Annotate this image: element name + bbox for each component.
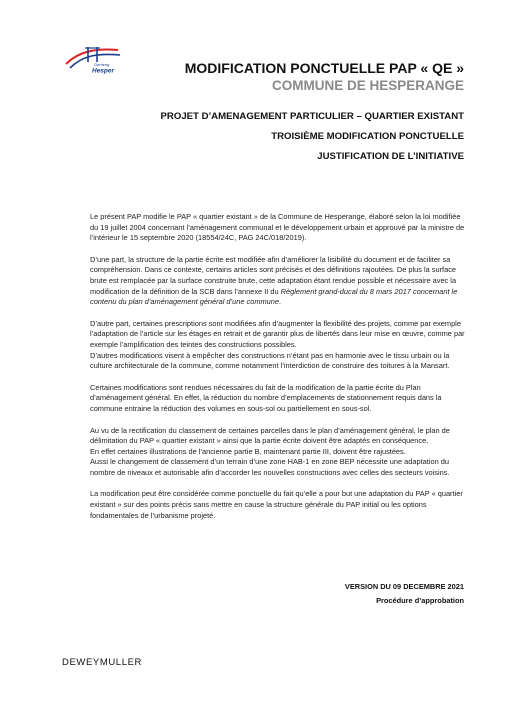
hesperange-logo bbox=[64, 44, 122, 74]
logo-text: Hesper bbox=[92, 67, 115, 74]
paragraph-rectification: Au vu de la rectification du classement de certaines parcelles dans le plan d’aménagement général, le plan de délimitation du PAP « quartier existant » ainsi que la partie écrite doivent être adaptés en conséquence. En effet certaines illustrations de l’ancienne partie B, maintenant partie III, doivent être rajustées. Aussi le changement de classement d’un terrain d’une zone HAB-1 en zone BEP nécessite une adaptation du nombre de niveaux et autorisable afin d’accorder les nouvelles constructions avec celles des secteurs voisins. bbox=[90, 425, 450, 477]
version-date: VERSION DU 09 DECEMBRE 2021 bbox=[344, 582, 464, 591]
document-title: MODIFICATION PONCTUELLE PAP « QE » bbox=[184, 60, 464, 76]
document-subtitle: COMMUNE DE HESPERANGE bbox=[271, 78, 464, 93]
body-text bbox=[90, 212, 466, 532]
logo-subtext: Gemeng bbox=[94, 62, 110, 67]
paragraph-intro: Le présent PAP modifie le PAP « quartier existant » de la Commune de Hesperange, élaboré selon la loi modifiée du 19 juillet 2004 concernant l’aménagement communal et le développement urbain et approuvé par la ministre de l’intérieur le 15 septembre 2020 (18554/24C, PAG 24C/018/2019). bbox=[90, 212, 465, 243]
procedure-label: Procédure d’approbation bbox=[376, 596, 464, 605]
heading-justification: JUSTIFICATION DE L’INITIATIVE bbox=[317, 151, 464, 162]
paragraph-prescriptions: D’autre part, certaines prescriptions sont modifiées afin d’augmenter la flexibilité des projets, comme par exemple l’adaptation de l’article sur les étages en retrait et de garantir plus de libertés dans leur mise en œuvre, comme par exemple l’amplification des teintes des constructions possibles. D’autres modifications visent à empêcher des constructions n’étant pas en harmonie avec le tissu urbain ou la culture architecturale de la commune, comme notamment l’interdiction de construire des toitures à la Mansart. bbox=[90, 318, 465, 371]
paragraph-conclusion: La modification peut être considérée comme ponctuelle du fait qu’elle a pour but une adaptation du PAP « quartier existant » sur des points précis sans mettre en cause la structure générale du PAP initial ou les options fondamentales de l’urbanisme projeté. bbox=[90, 489, 463, 520]
heading-project: PROJET D’AMENAGEMENT PARTICULIER – QUARTIER EXISTANT bbox=[160, 111, 464, 122]
regulation-title: Règlement grand-ducal du 8 mars 2017 concernant le contenu du plan d’aménagement général d’une commune bbox=[90, 286, 458, 307]
paragraph-structure: D’une part, la structure de la partie écrite est modifiée afin d’améliorer la lisibilité du document et de faciliter sa compréhension. Dans ce contexte, certains articles sont précisés et des définitions rajoutées. De plus la surface brute est remplacée par la surface construite brute, cette adaptation étant rendue possible et nécessaire avec la modification de la définition de la SCB dans l’annexe II du Règlement grand-ducal du 8 mars 2017 concernant le contenu du plan d’aménagement général d’une commune. bbox=[90, 254, 458, 307]
heading-modification: TROISIÈME MODIFICATION PONCTUELLE bbox=[271, 131, 464, 142]
paragraph-pag-changes: Certaines modifications sont rendues nécessaires du fait de la modification de la partie écrite du Plan d’aménagement général. En effet, la réduction du nombre d’emplacements de stationnement requis dans la commune entraine la réduction des volumes en sous-sol ou partiellement en sous-sol. bbox=[90, 382, 442, 413]
company-logo: DEWEYMULLER bbox=[62, 657, 142, 668]
